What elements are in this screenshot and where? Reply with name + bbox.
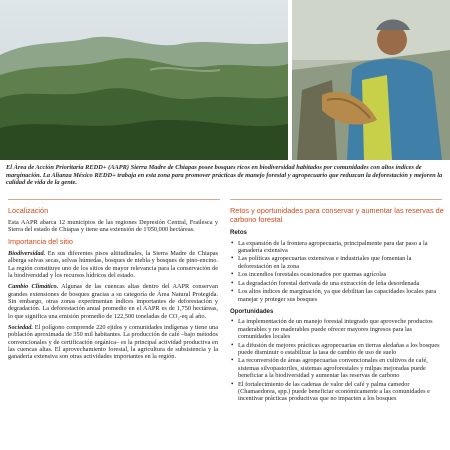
left-column (8, 207, 218, 365)
photo-caption: El Área de Acción Prioritaria REDD+ (AAPR) Sierra Madre de Chiapas posee bosques ricos en biodiversidad habitados por comunidades con altos índices de marginación. La Alianza México REDD+ trabaja en esta zona para promover prácticas de manejo forestal y agropecuario que reduzcan la deforestación y mejoren la calidad de vida de la gente. (6, 164, 443, 187)
divider-left (8, 199, 220, 200)
divider-right (230, 199, 442, 200)
bullet-icon: • (231, 287, 234, 296)
bullet-icon: • (231, 238, 234, 247)
list-item: • El fortalecimiento de las cadenas de valor del café y palma camedor (Chamaedorea, spp.) puede beneficiar económicamente a las comunidades e incentivar prácticas productivas que no impacten a los bosques (231, 379, 430, 403)
list-item: • La difusión de mejores prácticas agropecuarias en tierras aledañas a los bosques puede disminuir o estabilizar la tasa de cambio de uso de suelo (231, 340, 440, 356)
climate-text: Algunas de las cuencas altas dentro del AAPR conservan grandes extensiones de bosques gracias a su categoría de Área Natural Protegida. Sin embargo, otras zonas experimentan índices importantes de deforestación y degradación. La deforestación anual promedio en el AAPR es de 1,750 hectáreas, lo que significa una emisión promedio de 122,500 toneladas de CO₂-eq al año. (8, 283, 218, 320)
bullet-icon: • (231, 254, 234, 263)
bullet-icon: • (231, 278, 234, 287)
farmer-photo (292, 0, 450, 160)
biodiversity-text: En sus diferentes pisos altitudinales, la Sierra Madre de Chiapas alberga selvas secas, selvas húmedas, bosques de niebla y bosques de pino-encino. La región constituye uno de los sitios de mayor relevancia para la conservación de la biodiversidad y los recursos hídricos del estado. (8, 249, 218, 279)
climate-lead: Cambio Climático. (8, 283, 59, 291)
location-heading: Localización (8, 206, 49, 215)
list-item: • La implementación de un manejo forestal integrado que aproveche productos maderables y no maderables puede ofrecer mayores ingresos para las comunidades locales (231, 317, 433, 341)
bullet-icon: • (231, 379, 234, 388)
importance-heading: Importancia del sitio (8, 237, 73, 247)
oportunidades-title: Oportunidades (230, 308, 274, 316)
bullet-icon: • (231, 340, 234, 349)
society-text: El polígono comprende 220 ejidos y comunidades indígenas y tiene una población aproximada de 350 mil habitantes. La producción de café –bajo métodos convencionales y de certificación orgánica– es la principal actividad productiva en las cuencas altas. El aprovechamiento forestal, la agricultura de subsistencia y la ganadería extensiva son otras actividades importantes en la región. (8, 323, 218, 361)
retos-title: Retos (230, 229, 247, 237)
bullet-icon: • (231, 356, 234, 365)
challenges-heading: Retos y oportunidades para conservar y aumentar las reservas de carbono forestal (230, 206, 444, 224)
list-item: • Los altos índices de marginación, ya que debilitan las capacidades locales para manejar y proteger sus bosques (231, 287, 437, 303)
list-item: • La degradación forestal derivada de una extracción de leña desordenada (231, 278, 420, 287)
climate-paragraph (8, 283, 218, 320)
location-text: Esta AAPR abarca 12 municipios de las regiones Depresión Central, Frailesca y Sierra del estado de Chiapas y tiene una extensión de 1'050,000 hectáreas. (8, 218, 218, 233)
bullet-icon: • (231, 270, 234, 279)
landscape-photo (0, 0, 288, 160)
society-paragraph (8, 324, 218, 361)
biodiversity-paragraph (8, 250, 218, 279)
list-item: • Los incendios forestales ocasionados por quemas agrícolas (231, 270, 387, 279)
right-column (230, 207, 444, 404)
list-item: • La reconversión de áreas agropecuarias convencionales en cultivos de café, sistemas silvopastoriles, sistemas agroforestales y milpas mejoradas puede beneficiar a la biodiversidad y aumentar las reservas de carbono (231, 356, 428, 380)
bullet-icon: • (231, 317, 234, 326)
list-item: • Las políticas agropecuarias extensivas e industriales que fomentan la deforestación en la zona (231, 254, 412, 270)
oportunidades-list (230, 318, 444, 402)
biodiversity-lead: Biodiversidad. (8, 249, 46, 257)
list-item: • La expansión de la frontera agropecuaria, principalmente para dar paso a la ganadería extensiva (231, 238, 428, 254)
society-lead: Sociedad. (8, 323, 34, 331)
retos-list (230, 240, 444, 304)
